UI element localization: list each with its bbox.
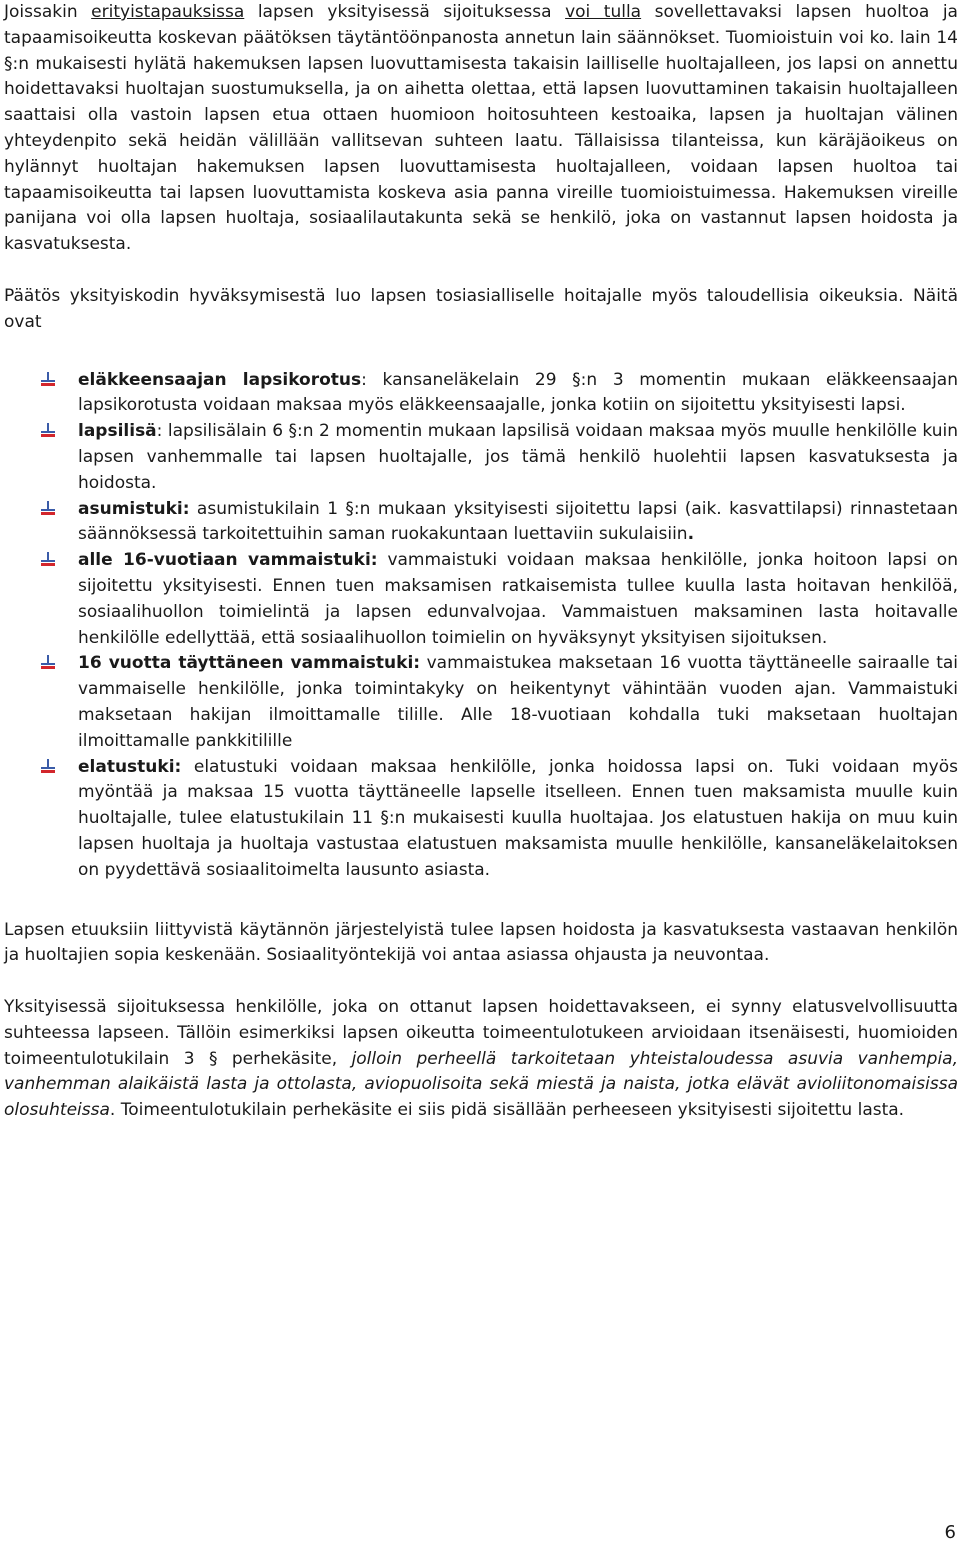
paragraph-practical-arrangements: Lapsen etuuksiin liittyvistä käytännön järjestelyistä tulee lapsen hoidosta ja kasvatuksesta vastaavan henkilön ja huoltajien sopia keskenään. Sosiaalityöntekijä voi antaa asiassa ohjausta ja neuvontaa. (4, 919, 958, 966)
underlined-text: voi tulla (565, 2, 642, 22)
item-term: eläkkeensaajan lapsikorotus (78, 369, 362, 390)
text-run: . Toimeentulotukilain perhekäsite ei siis pidä sisällään perheeseen yksityisesti sijoitettu lasta. (109, 1100, 905, 1121)
item-text: vammaistuki voidaan maksaa henkilölle, jonka hoitoon lapsi on sijoitettu yksityisesti. Ennen tuen maksamisen ratkaisemista tullee kuulla lasta hoitavan henkilöä, sosiaalihuollon toimielintä ja lapsen edunvalvojaa. Vammaistuen maksaminen lasta hoitavalle henkilölle edellyttää, että sosiaalihuollon toimielin on hyväksynyt yksityisen sijoituksen. (78, 550, 958, 648)
arrow-bullet-icon (40, 552, 56, 568)
list-item (4, 368, 958, 420)
item-text: asumistukilain 1 §:n mukaan yksityisesti sijoitettu lapsi (aik. kasvattilapsi) rinnastetaan säännöksessä tarkoitettuihin saman ruokakuntaan luettaviin sukulaisiin (78, 498, 958, 545)
arrow-bullet-icon (40, 423, 56, 439)
document-page (4, 0, 958, 1124)
text-run: Joissakin (4, 2, 92, 22)
item-term: lapsilisä (78, 421, 157, 442)
item-text: vammaistukea maksetaan 16 vuotta täyttäneelle sairaalle tai vammaiselle henkilölle, jonka toimintakyky on heikentynyt vähintään vuoden ajan. Vammaistuki maksetaan hakijan ilmoittamalle tilille. Alle 18-vuotiaan kohdalla tuki maksetaan huoltajan ilmoittamalle pankkitilille (78, 653, 958, 751)
item-term: asumistuki: (78, 498, 190, 519)
list-item (4, 419, 958, 496)
paragraph-maintenance-obligation (4, 995, 958, 1124)
text-run: lapsen yksityisessä sijoituksessa (244, 2, 566, 22)
item-text: elatustuki voidaan maksaa henkilölle, jonka hoidossa lapsi on. Tuki voidaan myös myöntää ja maksaa 15 vuotta täyttäneelle lapselle itselleen. Ennen tuen maksamista muulle kuin huoltajalle, tulee elatustukilain 11 §:n mukaisesti kuulla huoltajaa. Jos elatustuen hakija on muu kuin lapsen huoltaja ja huoltaja vastustaa elatustuen maksamista muulle henkilölle, kansaneläkelaitoksen on pyydettävä sosiaalitoimelta lausunto asiasta. (78, 756, 958, 880)
paragraph-financial-rights: Päätös yksityiskodin hyväksymisestä luo lapsen tosiasialliselle hoitajalle myös taloudellisia oikeuksia. Näitä ovat (4, 285, 958, 332)
arrow-bullet-icon (40, 372, 56, 388)
item-text: : lapsilisälain 6 §:n 2 momentin mukaan lapsilisä voidaan maksaa myös muulle henkilölle kuin lapsen vanhemmalle tai lapsen huoltajalle, jos tämä henkilö huolehtii lapsen kasvatuksesta ja hoidosta. (78, 421, 958, 493)
text-run: Yksityisessä sijoituksessa henkilölle, joka on ottanut lapsen hoidettavakseen, ei synny elatusvelvollisuutta suhteessa lapseen. Tällöin esimerkiksi lapsen oikeutta toimeentulotukeen arvioidaan itsenäisesti, huomioiden toimeentulotukilain 3 § perhekäsite, (4, 997, 958, 1069)
arrow-bullet-icon (40, 501, 56, 517)
paragraph-special-cases (4, 0, 958, 258)
list-item (4, 755, 958, 884)
list-item (4, 497, 958, 549)
benefits-list (4, 368, 958, 884)
arrow-bullet-icon (40, 655, 56, 671)
item-term: 16 vuotta täyttäneen vammaistuki: (78, 653, 421, 674)
list-item (4, 651, 958, 754)
item-term: elatustuki: (78, 756, 182, 777)
arrow-bullet-icon (40, 759, 56, 775)
list-item (4, 548, 958, 651)
underlined-text: erityistapauksissa (91, 2, 245, 22)
page-number: 6 (944, 1522, 956, 1543)
text-run: sovellettavaksi lapsen huoltoa ja tapaamisoikeutta koskevan päätöksen täytäntöönpanosta annetun lain säännökset. Tuomioistuin voi ko. lain 14 §:n mukaisesti hylätä hakemuksen lapsen luovuttamisesta takaisin lailliselle huoltajalleen, jos lapsi on annettu hoidettavaksi huoltajan suostumuksella, ja on aihetta olettaa, että lapsen luovuttaminen takaisin huoltajalleen saattaisi olla vastoin lapsen etua ottaen huomioon hoitosuhteen kestoaika, lapsen ja huoltajan välinen yhteydenpito sekä heidän välillään vallitsevan suhteen laatu. Tällaisissa tilanteissa, kun käräjäoikeus on hylännyt huoltajan hakemuksen lapsen luovuttamisesta huoltajalleen, voidaan lapsen huoltoa tai tapaamisoikeutta tai lapsen luovuttamista koskeva asia panna vireille tuomioistuimessa. Hakemuksen vireille panijana voi olla lapsen huoltaja, sosiaalilautakunta sekä se henkilö, joka on vastannut lapsen hoidosta ja kasvatuksesta. (4, 2, 958, 255)
italic-definition: jolloin perheellä tarkoitetaan yhteistaloudessa asuvia vanhempia, vanhemman alaikäistä lasta ja ottolasta, aviopuolisoita sekä miestä ja naista, jotka elävät avioliitonomaisissa olosuhteissa (4, 1048, 958, 1121)
item-term-end: . (687, 524, 695, 545)
item-term: alle 16-vuotiaan vammaistuki: (78, 550, 378, 571)
item-text: : kansaneläkelain 29 §:n 3 momentin mukaan eläkkeensaajan lapsikorotusta voidaan maksaa myös eläkkeensaajalle, jonka kotiin on sijoitettu yksityisesti lapsi. (78, 369, 958, 416)
